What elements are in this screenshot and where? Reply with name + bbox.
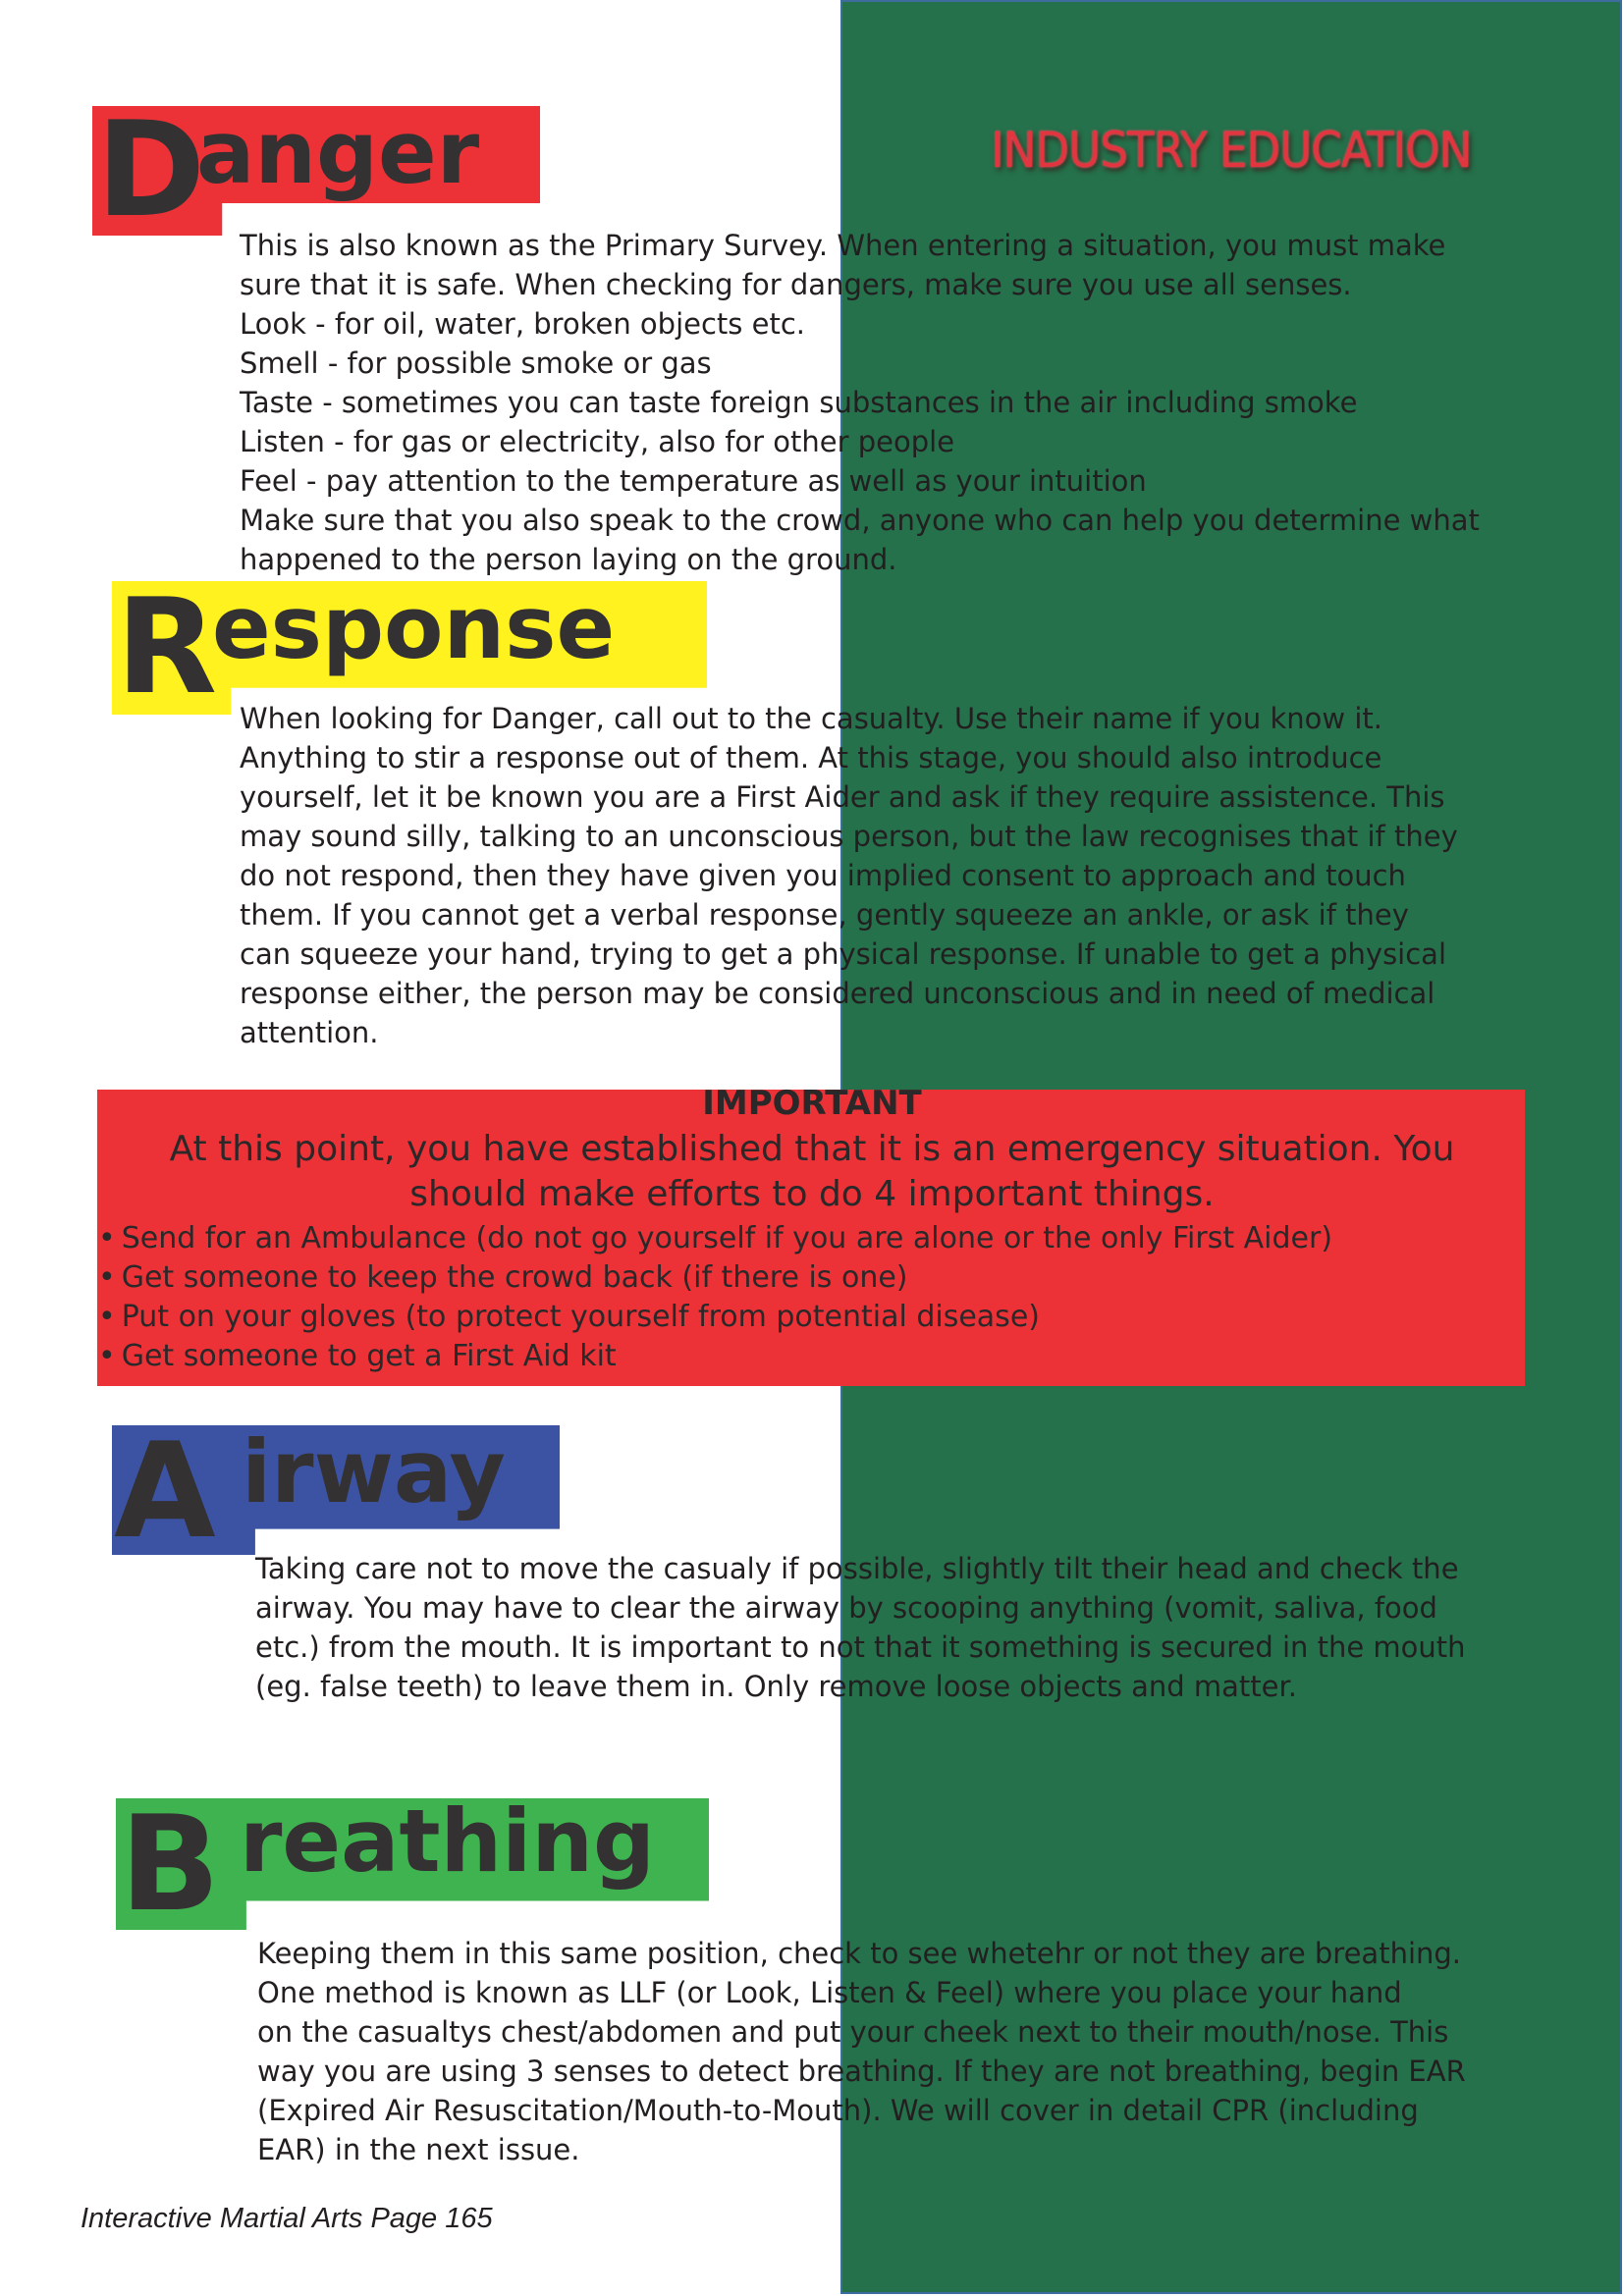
page-footer: Interactive Martial Arts Page 165 bbox=[81, 2203, 493, 2234]
breathing-text bbox=[257, 1934, 1466, 2169]
text-line: (eg. false teeth) to leave them in. Only remove loose objects and matter. bbox=[255, 1670, 1297, 1703]
breathing-rest: reathing bbox=[240, 1790, 655, 1892]
text-line: Smell - for possible smoke or gas bbox=[240, 347, 712, 380]
text-line: may sound silly, talking to an unconscious person, but the law recognises that if they bbox=[240, 820, 1458, 853]
text-line: Taste - sometimes you can taste foreign substances in the air including smoke bbox=[240, 386, 1358, 419]
text-line: One method is known as LLF (or Look, Listen & Feel) where you place your hand bbox=[257, 1976, 1402, 2009]
response-text bbox=[240, 699, 1458, 1052]
text-line: Anything to stir a response out of them. At this stage, you should also introduce bbox=[240, 741, 1382, 774]
text-line: them. If you cannot get a verbal response, gently squeeze an ankle, or ask if they bbox=[240, 898, 1409, 932]
text-line: can squeeze your hand, trying to get a physical response. If unable to get a physical bbox=[240, 937, 1447, 971]
response-rest: esponse bbox=[212, 577, 616, 678]
text-line: EAR) in the next issue. bbox=[257, 2133, 580, 2166]
text-line: on the casualtys chest/abdomen and put your cheek next to their mouth/nose. This bbox=[257, 2015, 1449, 2049]
response-heading bbox=[112, 570, 711, 723]
text-line: When looking for Danger, call out to the casualty. Use their name if you know it. bbox=[240, 702, 1382, 735]
airway-rest: irway bbox=[242, 1421, 506, 1522]
text-line: Make sure that you also speak to the crowd, anyone who can help you determine what bbox=[240, 504, 1480, 537]
text-line: sure that it is safe. When checking for dangers, make sure you use all senses. bbox=[240, 268, 1352, 301]
text-line: yourself, let it be known you are a First Aider and ask if they require assistence. This bbox=[240, 780, 1445, 814]
important-lead: At this point, you have established that it is an emergency situation. You should make efforts to do 4 important things. bbox=[169, 1129, 1455, 1214]
text-line: Feel - pay attention to the temperature as well as your intuition bbox=[240, 464, 1147, 498]
text-line: etc.) from the mouth. It is important to not that it something is secured in the mouth bbox=[255, 1630, 1466, 1664]
text-line: Look - for oil, water, broken objects etc. bbox=[240, 307, 805, 341]
danger-text bbox=[240, 226, 1480, 579]
text-line: response either, the person may be considered unconscious and in need of medical bbox=[240, 977, 1435, 1010]
airway-text bbox=[255, 1549, 1466, 1706]
airway-heading bbox=[112, 1415, 564, 1568]
text-line: airway. You may have to clear the airway by scooping anything (vomit, saliva, food bbox=[255, 1591, 1437, 1625]
text-line: Taking care not to move the casualy if possible, slightly tilt their head and check the bbox=[255, 1552, 1459, 1585]
text-line: Keeping them in this same position, check to see whetehr or not they are breathing. bbox=[257, 1937, 1462, 1970]
text-line: way you are using 3 senses to detect breathing. If they are not breathing, begin EAR bbox=[257, 2055, 1466, 2088]
text-line: (Expired Air Resuscitation/Mouth-to-Mouth). We will cover in detail CPR (including bbox=[257, 2094, 1419, 2127]
list-item: • Get someone to keep the crowd back (if there is one) bbox=[98, 1258, 1332, 1298]
text-line: happened to the person laying on the ground. bbox=[240, 543, 897, 576]
breathing-heading bbox=[116, 1788, 715, 1941]
danger-initial: D bbox=[96, 93, 206, 246]
list-item: • Get someone to get a First Aid kit bbox=[98, 1337, 1332, 1376]
panel-title: INDUSTRY EDUCATION bbox=[991, 122, 1472, 179]
list-item: • Put on your gloves (to protect yourself from potential disease) bbox=[98, 1298, 1332, 1337]
text-line: do not respond, then they have given you implied consent to approach and touch bbox=[240, 859, 1406, 892]
text-line: Listen - for gas or electricity, also for other people bbox=[240, 425, 955, 458]
response-initial: R bbox=[116, 570, 218, 723]
breathing-initial: B bbox=[120, 1788, 221, 1941]
danger-rest: anger bbox=[196, 102, 480, 203]
text-line: This is also known as the Primary Survey. When entering a situation, you must make bbox=[240, 229, 1446, 262]
airway-initial: A bbox=[114, 1415, 216, 1568]
important-list bbox=[98, 1219, 1332, 1376]
text-line: attention. bbox=[240, 1016, 379, 1049]
danger-heading bbox=[92, 93, 544, 246]
list-item: • Send for an Ambulance (do not go yourself if you are alone or the only First Aider) bbox=[98, 1219, 1332, 1258]
important-title: IMPORTANT bbox=[702, 1084, 922, 1123]
